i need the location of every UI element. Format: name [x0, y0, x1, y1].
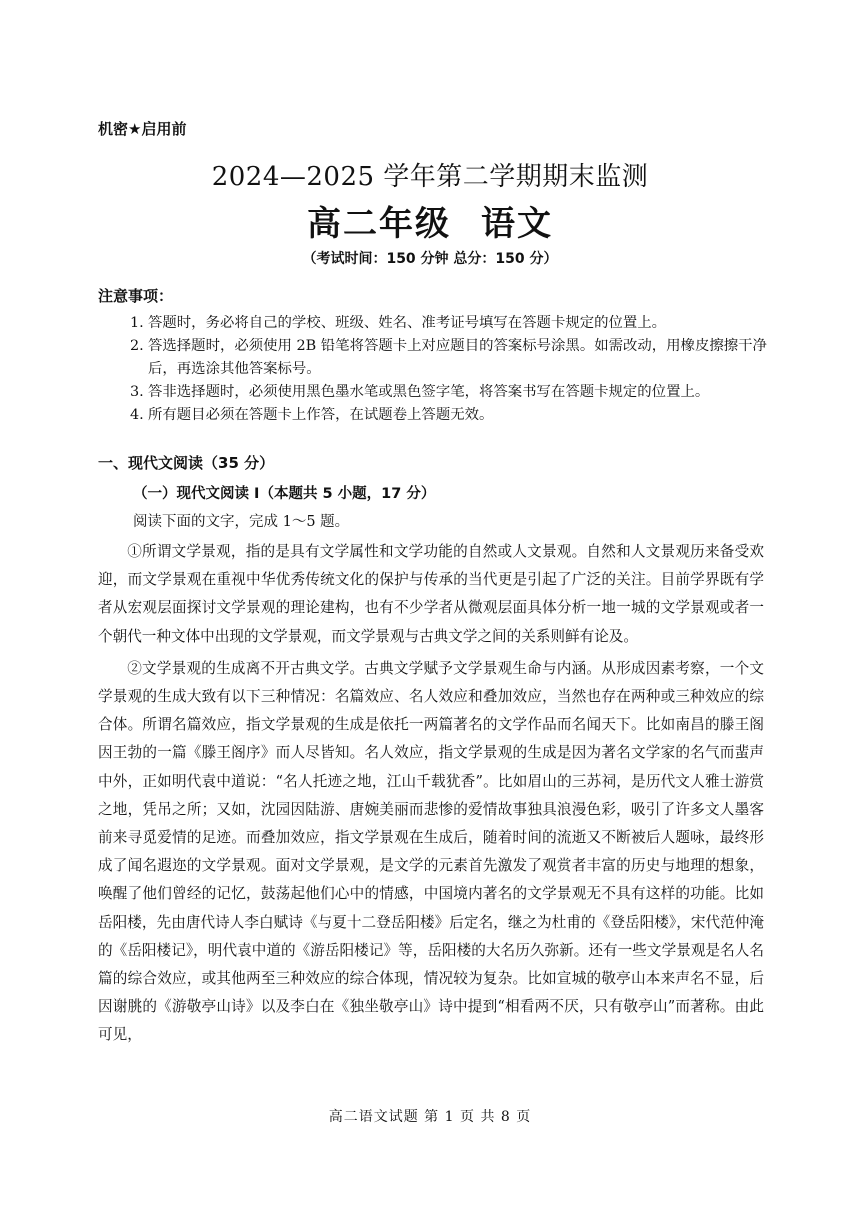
- exam-info: （考试时间：150 分钟 总分：150 分）: [302, 251, 558, 267]
- page-footer: 高二语文试题 第 1 页 共 8 页: [328, 1109, 532, 1125]
- notice-text: 答题时，务必将自己的学校、班级、姓名、准考证号填写在答题卡规定的位置上。: [148, 315, 667, 331]
- notice-item: [130, 312, 770, 335]
- notice-text: 答非选择题时，必须使用黑色墨水笔或黑色签字笔，将答案书写在答题卡规定的位置上。: [148, 384, 710, 400]
- reading-instruction: 阅读下面的文字，完成 1～5 题。: [133, 514, 350, 530]
- notice-list: [130, 312, 770, 427]
- notice-number: 2.: [130, 338, 144, 354]
- notice-heading: 注意事项：: [98, 287, 174, 305]
- notice-number: 1.: [130, 315, 144, 331]
- section-heading: 一、现代文阅读（35 分）: [98, 454, 275, 472]
- notice-item: [130, 404, 770, 427]
- notice-item: [130, 335, 770, 381]
- exam-title: 2024—2025 学年第二学期期末监测: [211, 162, 649, 192]
- notice-text: 所有题目必须在答题卡上作答，在试题卷上答题无效。: [148, 407, 494, 423]
- notice-number: 4.: [130, 407, 144, 423]
- notice-number: 3.: [130, 384, 144, 400]
- reading-passage: [98, 538, 764, 1050]
- notice-text: 答选择题时，必须使用 2B 铅笔将答题卡上对应题目的答案标号涂黑。如需改动，用橡皮擦擦干净后，再选涂其他答案标号。: [148, 338, 767, 377]
- subject-label: 语文: [481, 204, 553, 244]
- grade-label: 高二年级: [307, 204, 451, 244]
- passage-paragraph-2: ②文学景观的生成离不开古典文学。古典文学赋予文学景观生命与内涵。从形成因素考察，一个文学景观的生成大致有以下三种情况：名篇效应、名人效应和叠加效应，当然也存在两种或三种效应的综合体。所谓名篇效应，指文学景观的生成是依托一两篇著名的文学作品而名闻天下。比如南昌的滕王阁因王勃的一篇《滕王阁序》而人尽皆知。名人效应，指文学景观的生成是因为著名文学家的名气而蜚声中外，正如明代袁中道说：“名人托迹之地，江山千载犹香”。比如眉山的三苏祠，是历代文人雅士游赏之地，凭吊之所；又如，沈园因陆游、唐婉美丽而悲惨的爱情故事独具浪漫色彩，吸引了许多文人墨客前来寻觅爱情的足迹。而叠加效应，指文学景观在生成后，随着时间的流逝又不断被后人题咏，最终形成了闻名遐迩的文学景观。面对文学景观，是文学的元素首先激发了观赏者丰富的历史与地理的想象，唤醒了他们曾经的记忆，鼓荡起他们心中的情感，中国境内著名的文学景观无不具有这样的功能。比如岳阳楼，先由唐代诗人李白赋诗《与夏十二登岳阳楼》后定名，继之为杜甫的《登岳阳楼》，宋代范仲淹的《岳阳楼记》，明代袁中道的《游岳阳楼记》等，岳阳楼的大名历久弥新。还有一些文学景观是名人名篇的综合效应，或其他两至三种效应的综合体现，情况较为复杂。比如宣城的敬亭山本来声名不显，后因谢朓的《游敬亭山诗》以及李白在《独坐敬亭山》诗中提到“相看两不厌，只有敬亭山”而著称。由此可见，: [98, 659, 764, 1044]
- confidential-label: 机密★启用前: [98, 120, 187, 138]
- notice-item: [130, 381, 770, 404]
- grade-subject-title: [0, 196, 860, 245]
- subsection-heading: （一）现代文阅读 I（本题共 5 小题，17 分）: [133, 486, 436, 502]
- passage-paragraph-1: ①所谓文学景观，指的是具有文学属性和文学功能的自然或人文景观。自然和人文景观历来备受欢迎，而文学景观在重视中华优秀传统文化的保护与传承的当代更是引起了广泛的关注。目前学界既有学者从宏观层面探讨文学景观的理论建构，也有不少学者从微观层面具体分析一地一城的文学景观或者一个朝代一种文体中出现的文学景观，而文学景观与古典文学之间的关系则鲜有论及。: [98, 543, 764, 645]
